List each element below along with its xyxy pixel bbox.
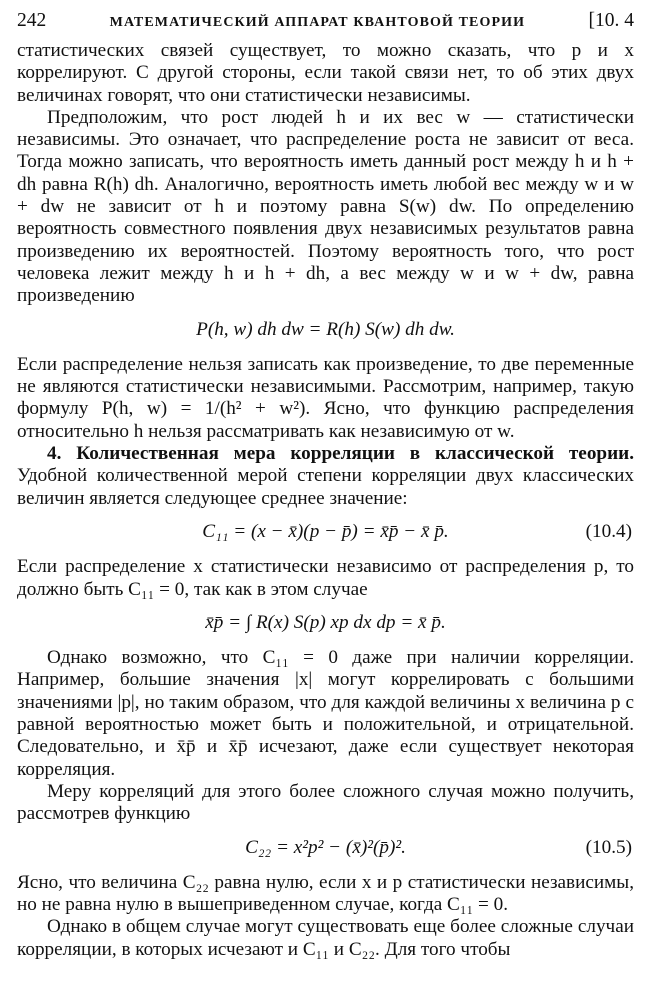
paragraph-9: Однако в общем случае могут существовать еще более сложные случаи корреляции, в которых исчезают и C₁₁ и C₂₂. Для того чтобы <box>17 916 634 960</box>
equation-joint-probability <box>17 319 634 341</box>
section-title: 4. Количественная мера корреляции в классической теории. <box>47 443 634 465</box>
paragraph-8: Ясно, что величина C₂₂ равна нулю, если x и p статистически независимы, но не равна нулю в вышеприведенном случае, когда C₁₁ = 0. <box>17 871 634 916</box>
paragraph-4 <box>17 443 634 510</box>
equation-4-text: C₂₂ = x²p² − (x̄)²(p̄)². <box>245 836 406 858</box>
paragraph-2: Предположим, что рост людей h и их вес w — статистически независимы. Это означает, что распределение роста не зависит от веса. Тогда можно записать, что вероятность иметь данный рост между h и h + dh равна R(h) dh. Аналогично, вероятность иметь любой вес между w и w + dw не зависит от h и поэтому равна S(w) dw. По определению вероятность совместного появления двух независимых результатов равна произведению их вероятностей. Поэтому вероятность того, что рост человека лежит между h и h + dh, а вес между w и w + dw, равна произведению <box>17 106 634 307</box>
running-title: МАТЕМАТИЧЕСКИЙ АППАРАТ КВАНТОВОЙ ТЕОРИИ <box>109 15 526 30</box>
paragraph-5: Если распределение x статистически независимо от распределения p, то должно быть C₁₁ = 0, так как в этом случае <box>17 556 634 600</box>
equation-10-4 <box>17 521 634 543</box>
section-marker: [10. 4 <box>588 10 634 31</box>
equation-independence-integral <box>17 612 634 634</box>
page-header <box>17 10 634 40</box>
equation-number-10-4: (10.4) <box>585 520 632 542</box>
page-number: 242 <box>17 10 47 31</box>
paragraph-1: статистических связей существует, то можно сказать, что p и x коррелируют. С другой стороны, если такой связи нет, то об этих двух величинах говорят, что они статистически независимы. <box>17 40 634 106</box>
equation-3-text: x̄p̄ = ∫ R(x) S(p) xp dx dp = x̄ p̄. <box>205 611 446 633</box>
paragraph-4-text: Удобной количественной мерой степени корреляции двух классических величин является следующее среднее значение: <box>17 465 634 509</box>
equation-1-text: P(h, w) dh dw = R(h) S(w) dh dw. <box>196 318 455 340</box>
equation-2-text: C₁₁ = (x − x̄)(p − p̄) = x̄p̄ − x̄ p̄. <box>202 520 449 542</box>
equation-10-5 <box>17 837 634 859</box>
paragraph-3: Если распределение нельзя записать как произведение, то две переменные не являются статистически независимыми. Рассмотрим, например, такую формулу P(h, w) = 1/(h² + w²). Ясно, что функцию распределения относительно h нельзя рассматривать как независимую от w. <box>17 353 634 442</box>
equation-number-10-5: (10.5) <box>585 836 632 858</box>
paragraph-7: Меру корреляций для этого более сложного случая можно получить, рассмотрев функцию <box>17 780 634 825</box>
paragraph-6: Однако возможно, что C₁₁ = 0 даже при наличии корреляции. Например, большие значения |x| могут коррелировать с большими значениями |p|, но таким образом, что для каждой величины x величина p с равной вероятностью может быть и положительной, и отрицательной. Следовательно, и x̄p̄ и x̄p̄ исчезают, даже если существует некоторая корреляция. <box>17 647 634 780</box>
